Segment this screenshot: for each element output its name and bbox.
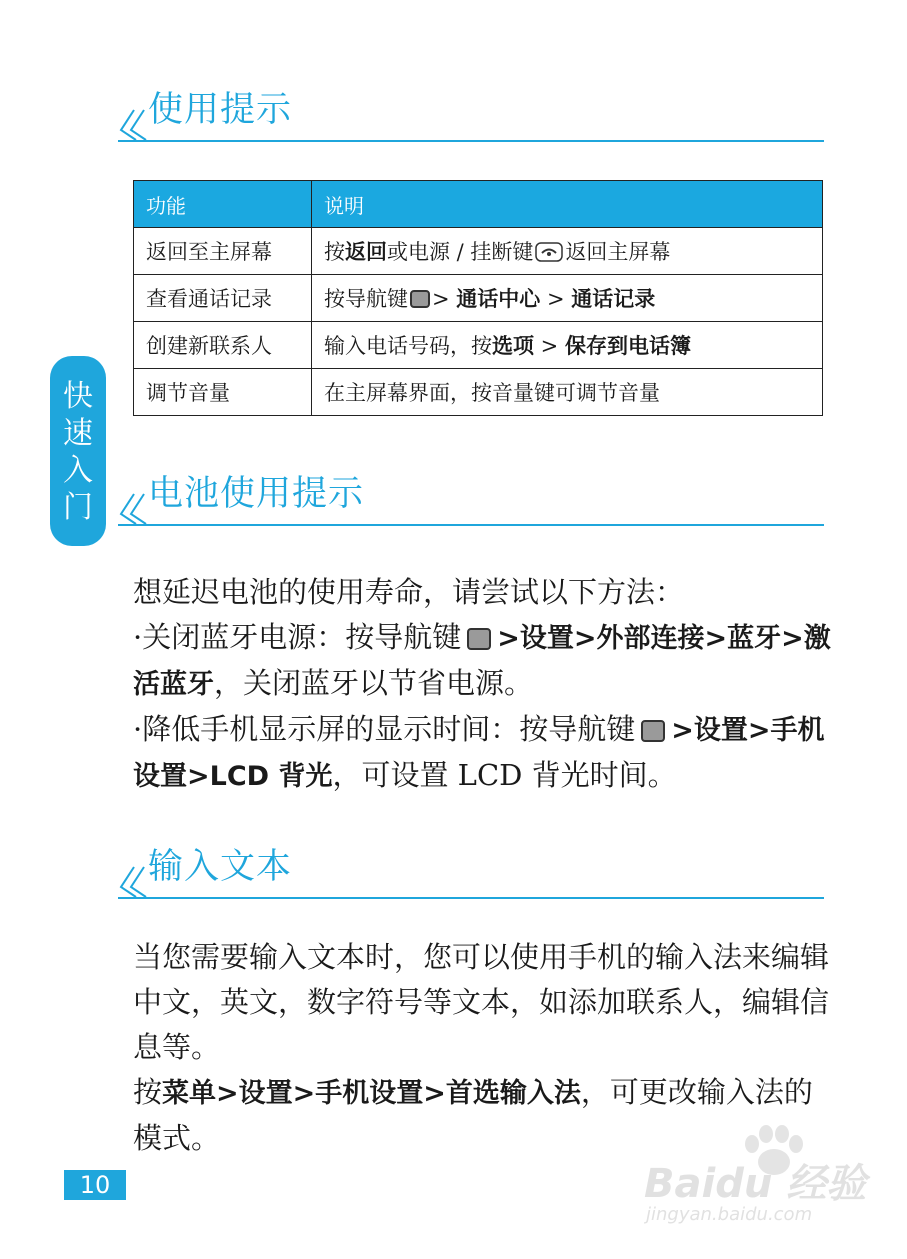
item-bold: >设置>外部连接>蓝牙>激活蓝牙 — [133, 623, 831, 700]
desc-bold: 保存到电话簿 — [564, 334, 691, 358]
item-bold: >设置>手机设置>LCD 背光 — [133, 715, 825, 792]
section-title-input-text — [118, 847, 824, 899]
desc-bold: 返回 — [345, 240, 387, 264]
table-cell-function: 返回至主屏幕 — [134, 228, 312, 275]
nav-key-icon — [410, 290, 430, 308]
double-chevron-icon — [118, 865, 148, 899]
page-number: 10 — [64, 1170, 126, 1200]
section-title-battery-tips — [118, 474, 824, 526]
desc-bold: 选项 — [492, 334, 534, 358]
table-cell-description — [312, 228, 823, 275]
side-tab-char: 速 — [63, 416, 93, 451]
battery-intro: 想延迟电池的使用寿命，请尝试以下方法： — [133, 575, 685, 609]
section-title-usage-tips — [118, 90, 824, 142]
baidu-watermark — [644, 1138, 867, 1238]
side-tab-char: 快 — [63, 379, 93, 414]
item-text: ·关闭蓝牙电源：按导航键 — [133, 620, 462, 654]
nav-key-icon — [467, 628, 491, 650]
watermark-brand: Baidu 经验 — [644, 1161, 867, 1207]
side-tab-quick-start — [50, 356, 106, 546]
end-call-key-icon — [535, 242, 563, 262]
desc-bold: 通话中心 — [456, 287, 541, 311]
desc-text: > — [432, 287, 457, 311]
desc-text: 输入电话号码，按 — [324, 334, 492, 358]
table-row — [134, 369, 823, 416]
table-header-description: 说明 — [312, 181, 823, 228]
table-cell-function: 创建新联系人 — [134, 322, 312, 369]
watermark-url: jingyan.baidu.com — [646, 1204, 813, 1225]
double-chevron-icon — [118, 492, 148, 526]
table-header-function: 功能 — [134, 181, 312, 228]
section-heading: 使用提示 — [148, 90, 293, 130]
desc-text: 按 — [324, 240, 345, 264]
side-tab-char: 门 — [63, 490, 93, 525]
table-cell-description: 在主屏幕界面，按音量键可调节音量 — [312, 369, 823, 416]
desc-text: > — [540, 287, 572, 311]
desc-bold: 通话记录 — [571, 287, 656, 311]
para-bold: 菜单>设置>手机设置>首选输入法 — [162, 1078, 581, 1109]
para-text: 按 — [133, 1075, 163, 1109]
section-heading: 电池使用提示 — [148, 474, 365, 514]
table-row — [134, 322, 823, 369]
para-text: ，可更改输入法的模式。 — [133, 1075, 813, 1155]
table-header-row — [134, 181, 823, 228]
item-text: ，可设置 LCD 背光时间。 — [332, 758, 677, 792]
desc-text: 按导航键 — [324, 287, 408, 311]
input-para-1: 当您需要输入文本时，您可以使用手机的输入法来编辑中文，英文，数字符号等文本，如添加联系人，编辑信息等。 — [133, 940, 830, 1064]
table-cell-description — [312, 275, 823, 322]
battery-item-display — [133, 707, 833, 799]
table-row — [134, 275, 823, 322]
table-cell-function: 查看通话记录 — [134, 275, 312, 322]
item-text: ，关闭蓝牙以节省电源。 — [214, 666, 534, 700]
side-tab-char: 入 — [63, 453, 93, 488]
table-cell-description — [312, 322, 823, 369]
nav-key-icon — [641, 720, 665, 742]
table-cell-function: 调节音量 — [134, 369, 312, 416]
double-chevron-icon — [118, 108, 148, 142]
usage-tips-table — [133, 180, 823, 416]
table-row — [134, 228, 823, 275]
item-text: ·降低手机显示屏的显示时间：按导航键 — [133, 712, 636, 746]
battery-item-bluetooth — [133, 615, 833, 707]
battery-tips-body — [133, 570, 833, 799]
section-heading: 输入文本 — [148, 847, 293, 887]
desc-text: > — [534, 334, 565, 358]
desc-text: 返回主屏幕 — [565, 240, 671, 264]
desc-text: 或电源 / 挂断键 — [387, 240, 534, 264]
